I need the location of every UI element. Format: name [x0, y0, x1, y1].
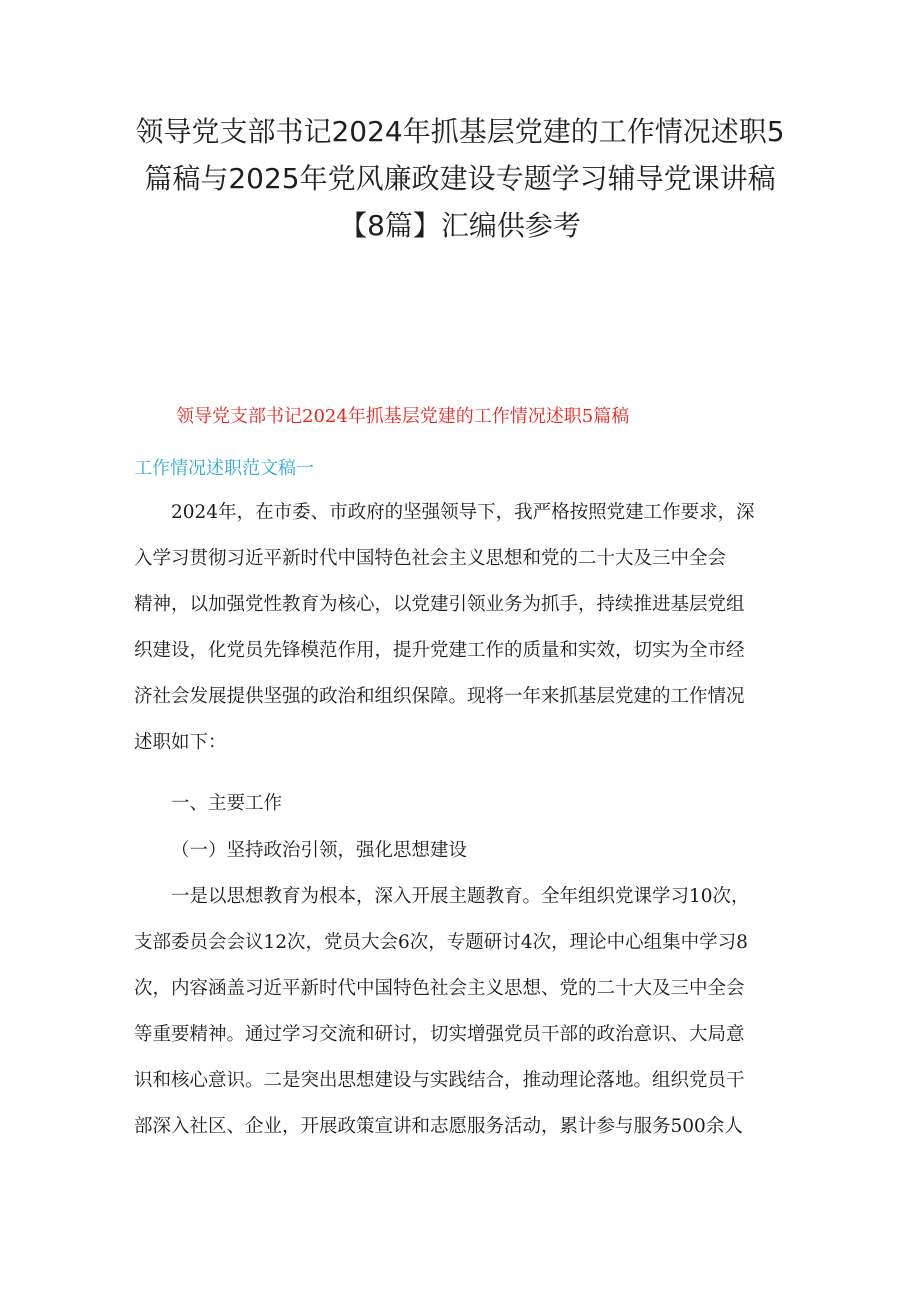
paragraph-line: 一是以思想教育为根本，深入开展主题教育。全年组织党课学习10次， — [171, 886, 750, 907]
document-title — [110, 108, 810, 249]
paragraph-line: 济社会发展提供坚强的政治和组织保障。现将一年来抓基层党建的工作情况 — [134, 686, 745, 707]
paragraph-line: 织建设，化党员先锋模范作用，提升党建工作的质量和实效，切实为全市经 — [134, 640, 745, 661]
title-line-2: 篇稿与2025年党风廉政建设专题学习辅导党课讲稿 — [144, 162, 776, 195]
paragraph-line: 次，内容涵盖习近平新时代中国特色社会主义思想、党的二十大及三中全会 — [134, 978, 745, 999]
subheading: 工作情况述职范文稿一 — [134, 458, 314, 479]
paragraph-line: 识和核心意识。二是突出思想建设与实践结合，推动理论落地。组织党员干 — [134, 1070, 745, 1091]
paragraph-intro — [134, 490, 794, 766]
paragraph-line: 精神，以加强党性教育为核心，以党建引领业务为抓手，持续推进基层党组 — [134, 594, 745, 615]
paragraph-line: 等重要精神。通过学习交流和研讨，切实增强党员干部的政治意识、大局意 — [134, 1024, 745, 1045]
paragraph-line: 2024年，在市委、市政府的坚强领导下，我严格按照党建工作要求，深 — [171, 502, 755, 523]
paragraph-line: 部深入社区、企业，开展政策宣讲和志愿服务活动，累计参与服务500余人 — [134, 1116, 743, 1137]
paragraph-line: 入学习贯彻习近平新时代中国特色社会主义思想和党的二十大及三中全会 — [134, 548, 727, 569]
heading-main-work: 一、主要工作 — [171, 793, 283, 814]
paragraph-education — [134, 874, 794, 1150]
paragraph-line: 支部委员会会议12次，党员大会6次，专题研讨4次，理论中心组集中学习8 — [134, 932, 748, 953]
title-line-1: 领导党支部书记2024年抓基层党建的工作情况述职5 — [135, 115, 785, 148]
title-line-3: 【8篇】汇编供参考 — [339, 209, 581, 242]
paragraph-line: 述职如下： — [134, 732, 227, 753]
section-heading: 领导党支部书记2024年抓基层党建的工作情况述职5篇稿 — [176, 406, 630, 427]
heading-political-guidance: （一）坚持政治引领，强化思想建设 — [171, 840, 468, 861]
